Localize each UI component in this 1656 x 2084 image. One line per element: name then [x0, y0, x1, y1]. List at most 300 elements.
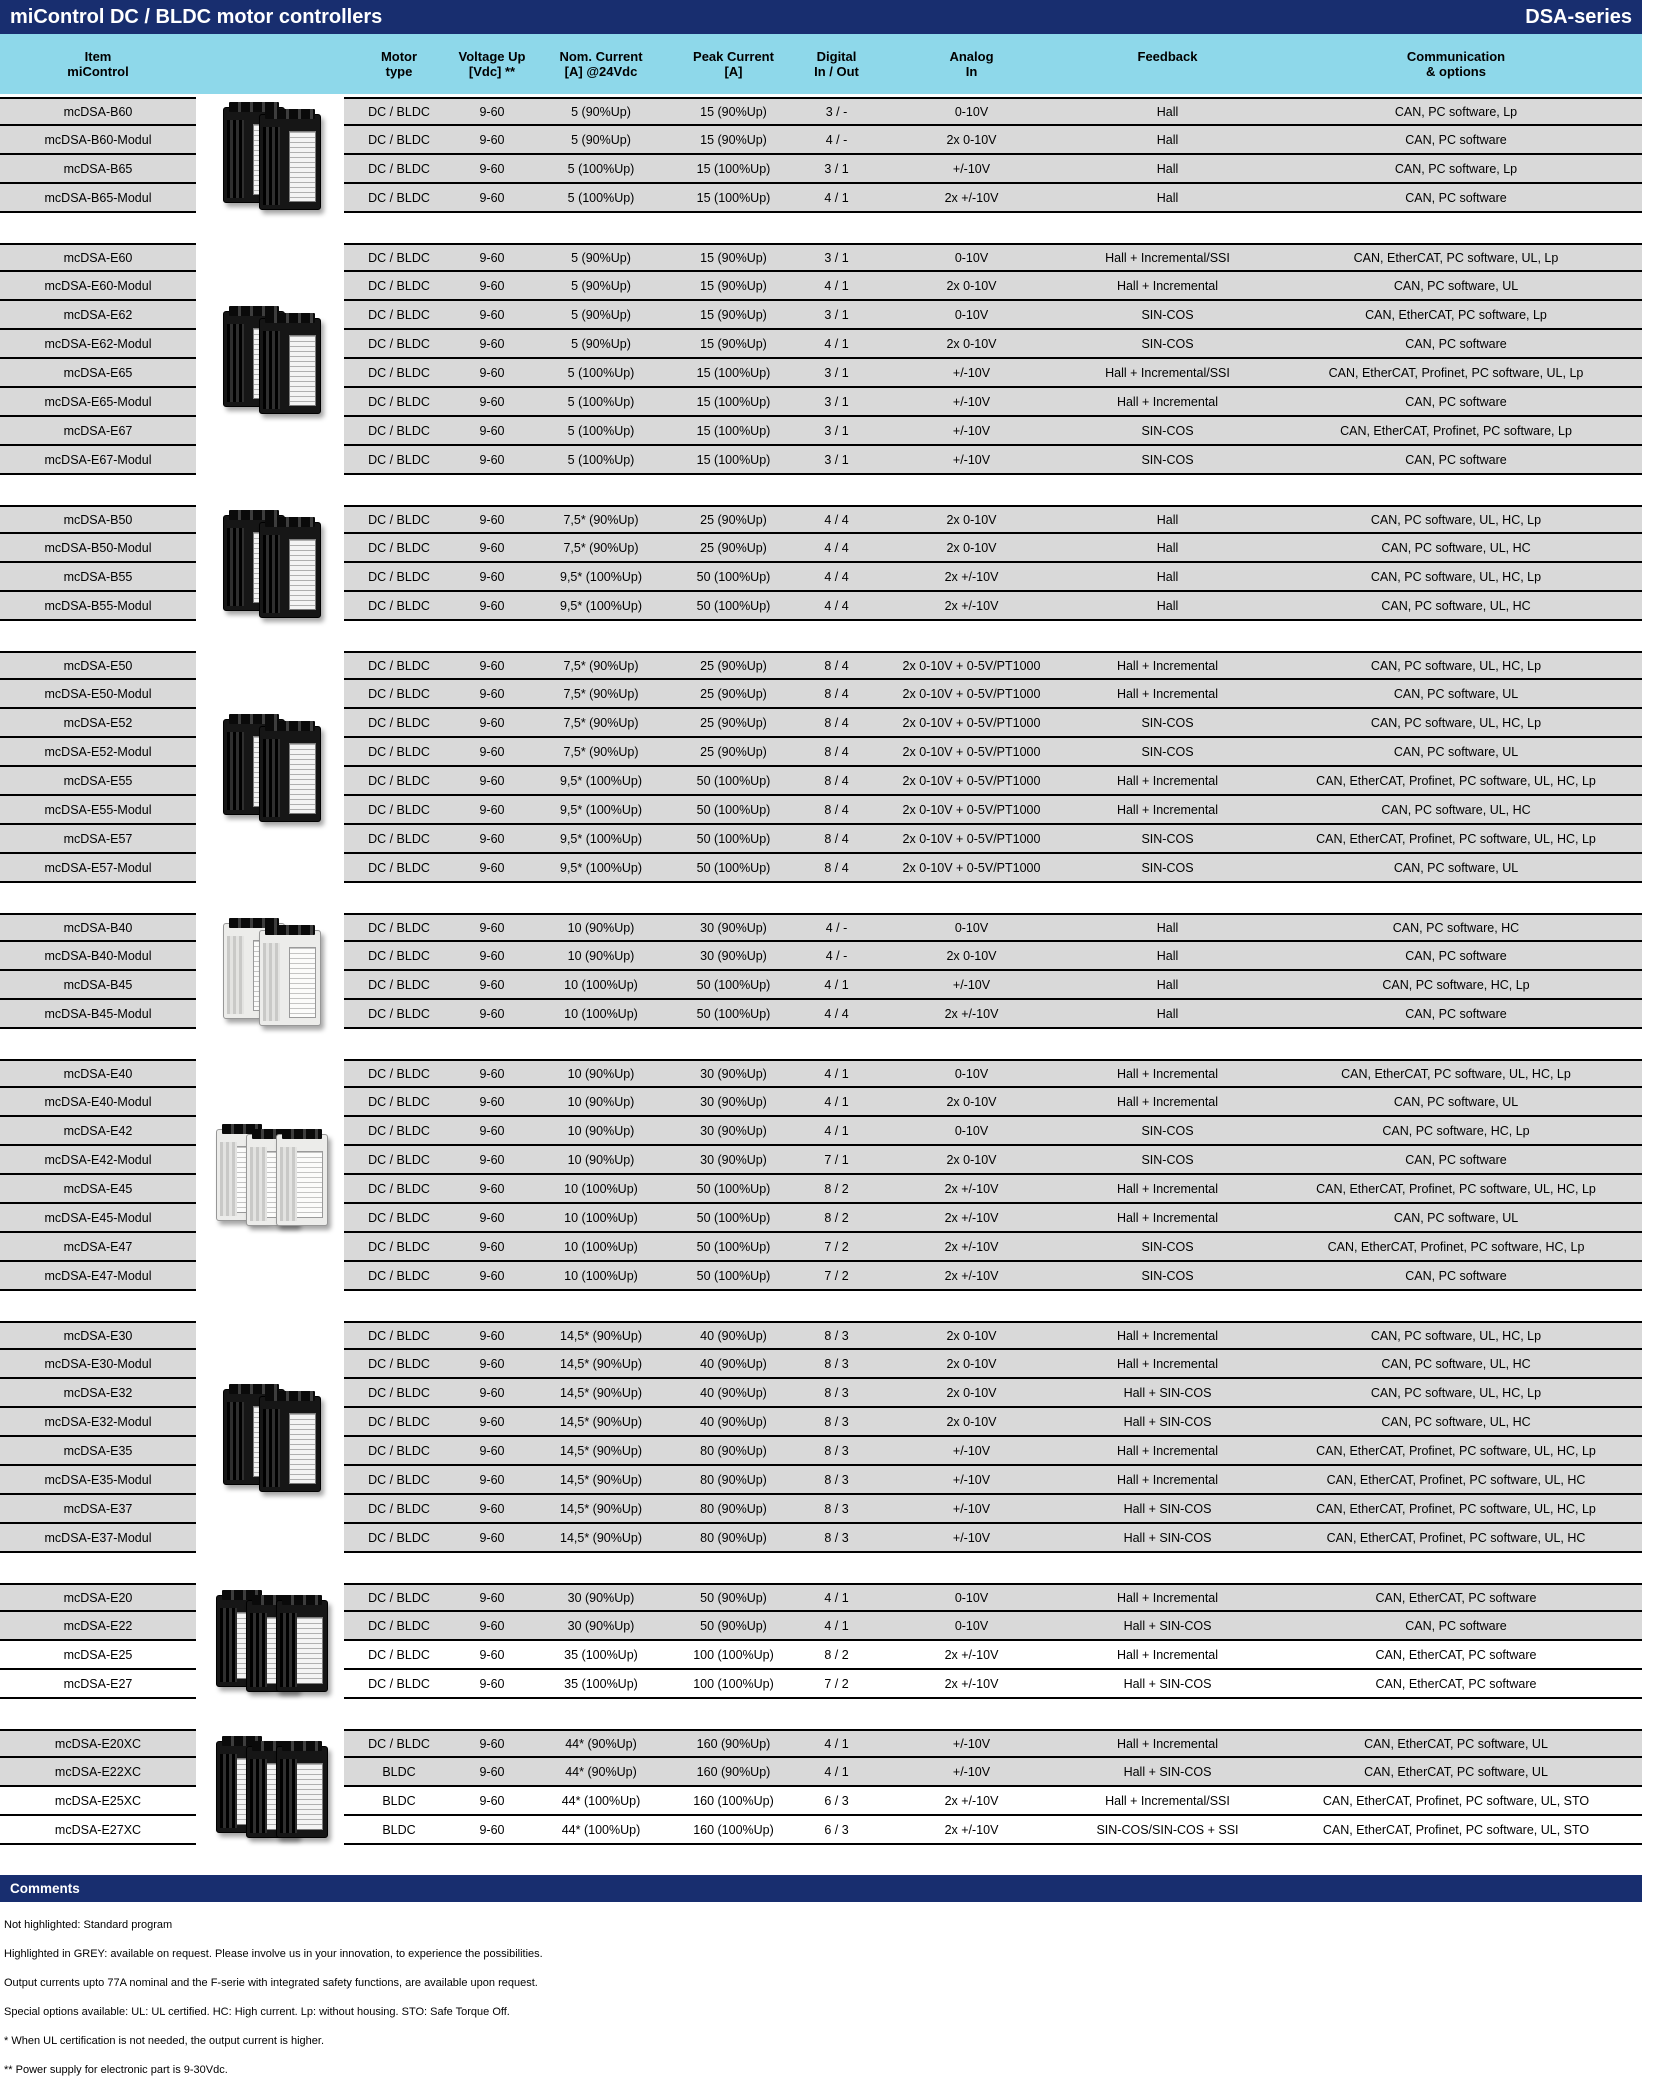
cell-analog: 2x +/-10V	[878, 184, 1065, 213]
table-row	[0, 417, 1642, 446]
cell-feedback: Hall + Incremental/SSI	[1065, 359, 1270, 388]
cell-analog: +/-10V	[878, 1524, 1065, 1553]
cell-digital: 4 / 1	[795, 1088, 878, 1117]
cell-feedback: Hall	[1065, 126, 1270, 155]
cell-voltage: 9-60	[454, 301, 530, 330]
cell-analog: 0-10V	[878, 243, 1065, 272]
cell-item: mcDSA-E50-Modul	[0, 680, 196, 709]
cell-peak: 50 (100%Up)	[672, 563, 795, 592]
cell-nom: 10 (90%Up)	[530, 1117, 672, 1146]
cell-digital: 4 / 1	[795, 1758, 878, 1787]
cell-item: mcDSA-E55	[0, 767, 196, 796]
cell-peak: 30 (90%Up)	[672, 913, 795, 942]
cell-feedback: Hall + Incremental/SSI	[1065, 243, 1270, 272]
cell-feedback: Hall + Incremental	[1065, 1583, 1270, 1612]
image-column-spacer	[196, 1495, 344, 1524]
cell-analog: +/-10V	[878, 971, 1065, 1000]
cell-item: mcDSA-B45-Modul	[0, 1000, 196, 1029]
cell-analog: +/-10V	[878, 359, 1065, 388]
cell-motor: BLDC	[344, 1787, 454, 1816]
cell-voltage: 9-60	[454, 155, 530, 184]
comment-line: * When UL certification is not needed, the output current is higher.	[4, 2034, 324, 2047]
cell-feedback: SIN-COS	[1065, 446, 1270, 475]
product-group	[0, 913, 1656, 1029]
cell-digital: 8 / 4	[795, 767, 878, 796]
image-column-spacer	[196, 1408, 344, 1437]
image-column-spacer	[196, 651, 344, 680]
cell-motor: DC / BLDC	[344, 1321, 454, 1350]
cell-item: mcDSA-E37-Modul	[0, 1524, 196, 1553]
image-column-spacer	[196, 680, 344, 709]
column-header	[530, 34, 672, 94]
cell-nom: 5 (90%Up)	[530, 330, 672, 359]
cell-peak: 30 (90%Up)	[672, 942, 795, 971]
column-header-line1: Peak Current	[693, 49, 774, 64]
image-column-spacer	[196, 1583, 344, 1612]
column-header-line1: Voltage Up	[458, 49, 526, 64]
cell-item: mcDSA-B65	[0, 155, 196, 184]
cell-voltage: 9-60	[454, 709, 530, 738]
image-column-spacer	[196, 563, 344, 592]
cell-nom: 9,5* (100%Up)	[530, 592, 672, 621]
table-row	[0, 1729, 1642, 1758]
image-column-spacer	[196, 1321, 344, 1350]
cell-comm: CAN, PC software, UL	[1270, 854, 1642, 883]
cell-analog: 0-10V	[878, 1612, 1065, 1641]
cell-peak: 50 (100%Up)	[672, 1262, 795, 1291]
cell-comm: CAN, PC software	[1270, 330, 1642, 359]
cell-feedback: Hall + Incremental	[1065, 1175, 1270, 1204]
cell-item: mcDSA-E65-Modul	[0, 388, 196, 417]
table-row	[0, 1495, 1642, 1524]
image-column-spacer	[196, 1000, 344, 1029]
cell-digital: 4 / 4	[795, 534, 878, 563]
cell-nom: 9,5* (100%Up)	[530, 796, 672, 825]
cell-comm: CAN, EtherCAT, PC software, UL	[1270, 1758, 1642, 1787]
image-column-spacer	[196, 1233, 344, 1262]
cell-digital: 8 / 2	[795, 1175, 878, 1204]
cell-voltage: 9-60	[454, 184, 530, 213]
image-column-spacer	[196, 942, 344, 971]
cell-feedback: Hall + Incremental	[1065, 1350, 1270, 1379]
cell-feedback: Hall	[1065, 184, 1270, 213]
cell-feedback: Hall + SIN-COS	[1065, 1758, 1270, 1787]
cell-nom: 5 (90%Up)	[530, 97, 672, 126]
cell-analog: 2x 0-10V + 0-5V/PT1000	[878, 738, 1065, 767]
cell-voltage: 9-60	[454, 1117, 530, 1146]
cell-comm: CAN, PC software, UL, HC	[1270, 534, 1642, 563]
cell-motor: BLDC	[344, 1758, 454, 1787]
cell-voltage: 9-60	[454, 359, 530, 388]
cell-comm: CAN, EtherCAT, Profinet, PC software, UL, HC, Lp	[1270, 767, 1642, 796]
cell-feedback: SIN-COS	[1065, 1146, 1270, 1175]
cell-digital: 8 / 4	[795, 738, 878, 767]
column-header-line2: In	[965, 64, 978, 79]
cell-motor: DC / BLDC	[344, 563, 454, 592]
cell-motor: DC / BLDC	[344, 417, 454, 446]
cell-voltage: 9-60	[454, 505, 530, 534]
cell-feedback: Hall	[1065, 505, 1270, 534]
cell-feedback: Hall + Incremental	[1065, 388, 1270, 417]
cell-item: mcDSA-E47-Modul	[0, 1262, 196, 1291]
cell-comm: CAN, PC software, UL, HC, Lp	[1270, 1379, 1642, 1408]
table-row	[0, 126, 1642, 155]
table-groups	[0, 97, 1656, 1845]
cell-feedback: Hall	[1065, 97, 1270, 126]
cell-comm: CAN, EtherCAT, PC software, UL, Lp	[1270, 243, 1642, 272]
cell-peak: 160 (100%Up)	[672, 1816, 795, 1845]
cell-feedback: SIN-COS	[1065, 709, 1270, 738]
cell-voltage: 9-60	[454, 1350, 530, 1379]
cell-analog: 2x 0-10V	[878, 126, 1065, 155]
image-column-spacer	[196, 709, 344, 738]
cell-digital: 8 / 3	[795, 1437, 878, 1466]
table-row	[0, 1350, 1642, 1379]
cell-analog: 2x +/-10V	[878, 563, 1065, 592]
column-header	[795, 34, 878, 94]
image-column-spacer	[196, 534, 344, 563]
table-row	[0, 97, 1642, 126]
cell-digital: 3 / 1	[795, 301, 878, 330]
cell-digital: 8 / 3	[795, 1350, 878, 1379]
cell-digital: 4 / -	[795, 942, 878, 971]
cell-peak: 50 (100%Up)	[672, 854, 795, 883]
cell-comm: CAN, PC software	[1270, 942, 1642, 971]
cell-analog: 2x 0-10V	[878, 1408, 1065, 1437]
cell-analog: 2x 0-10V + 0-5V/PT1000	[878, 680, 1065, 709]
cell-item: mcDSA-E67-Modul	[0, 446, 196, 475]
cell-analog: 0-10V	[878, 1117, 1065, 1146]
cell-comm: CAN, PC software, UL	[1270, 680, 1642, 709]
table-row	[0, 1379, 1642, 1408]
cell-item: mcDSA-E35-Modul	[0, 1466, 196, 1495]
cell-nom: 5 (100%Up)	[530, 359, 672, 388]
table-row	[0, 1670, 1642, 1699]
image-column-spacer	[196, 1350, 344, 1379]
table-row	[0, 854, 1642, 883]
cell-motor: DC / BLDC	[344, 825, 454, 854]
image-column-spacer	[196, 1787, 344, 1816]
cell-peak: 50 (100%Up)	[672, 1204, 795, 1233]
cell-peak: 30 (90%Up)	[672, 1088, 795, 1117]
cell-digital: 3 / 1	[795, 155, 878, 184]
cell-analog: +/-10V	[878, 446, 1065, 475]
table-row	[0, 1175, 1642, 1204]
cell-analog: 2x +/-10V	[878, 1816, 1065, 1845]
column-header	[878, 34, 1065, 94]
cell-peak: 25 (90%Up)	[672, 680, 795, 709]
column-header-line2: [Vdc] **	[468, 64, 516, 79]
cell-voltage: 9-60	[454, 913, 530, 942]
cell-nom: 10 (100%Up)	[530, 1233, 672, 1262]
cell-voltage: 9-60	[454, 825, 530, 854]
cell-peak: 50 (90%Up)	[672, 1612, 795, 1641]
cell-comm: CAN, EtherCAT, PC software	[1270, 1641, 1642, 1670]
cell-item: mcDSA-E20	[0, 1583, 196, 1612]
image-column-spacer	[196, 301, 344, 330]
image-column-spacer	[196, 330, 344, 359]
cell-analog: +/-10V	[878, 417, 1065, 446]
cell-nom: 5 (90%Up)	[530, 272, 672, 301]
column-header-line1: Communication	[1406, 49, 1506, 64]
cell-comm: CAN, PC software, UL, HC, Lp	[1270, 1321, 1642, 1350]
cell-voltage: 9-60	[454, 651, 530, 680]
table-row	[0, 1466, 1642, 1495]
cell-comm: CAN, EtherCAT, Profinet, PC software, UL, HC	[1270, 1524, 1642, 1553]
cell-nom: 5 (100%Up)	[530, 184, 672, 213]
cell-digital: 4 / 1	[795, 272, 878, 301]
cell-item: mcDSA-E32-Modul	[0, 1408, 196, 1437]
image-column-spacer	[196, 1379, 344, 1408]
column-header-line1: Analog	[949, 49, 994, 64]
cell-comm: CAN, PC software	[1270, 126, 1642, 155]
cell-feedback: Hall + Incremental	[1065, 1321, 1270, 1350]
cell-nom: 14,5* (90%Up)	[530, 1379, 672, 1408]
image-column-spacer	[196, 126, 344, 155]
cell-comm: CAN, EtherCAT, Profinet, PC software, UL, HC, Lp	[1270, 825, 1642, 854]
table-row	[0, 680, 1642, 709]
cell-motor: DC / BLDC	[344, 1204, 454, 1233]
cell-motor: DC / BLDC	[344, 97, 454, 126]
table-row	[0, 971, 1642, 1000]
table-row	[0, 388, 1642, 417]
cell-peak: 80 (90%Up)	[672, 1524, 795, 1553]
cell-feedback: Hall	[1065, 534, 1270, 563]
cell-item: mcDSA-E30-Modul	[0, 1350, 196, 1379]
cell-motor: DC / BLDC	[344, 1729, 454, 1758]
cell-feedback: Hall + Incremental	[1065, 1059, 1270, 1088]
cell-nom: 35 (100%Up)	[530, 1641, 672, 1670]
cell-item: mcDSA-E45-Modul	[0, 1204, 196, 1233]
cell-feedback: SIN-COS	[1065, 1117, 1270, 1146]
image-column-spacer	[196, 1117, 344, 1146]
cell-nom: 7,5* (90%Up)	[530, 534, 672, 563]
cell-voltage: 9-60	[454, 971, 530, 1000]
cell-voltage: 9-60	[454, 272, 530, 301]
table-row	[0, 709, 1642, 738]
cell-voltage: 9-60	[454, 563, 530, 592]
cell-digital: 8 / 2	[795, 1204, 878, 1233]
cell-voltage: 9-60	[454, 1816, 530, 1845]
cell-voltage: 9-60	[454, 1612, 530, 1641]
cell-feedback: Hall + Incremental	[1065, 1729, 1270, 1758]
cell-motor: DC / BLDC	[344, 767, 454, 796]
cell-nom: 9,5* (100%Up)	[530, 563, 672, 592]
column-header-line1: Motor	[380, 49, 418, 64]
product-group	[0, 505, 1656, 621]
cell-comm: CAN, PC software, UL	[1270, 1088, 1642, 1117]
cell-comm: CAN, EtherCAT, Profinet, PC software, UL, HC, Lp	[1270, 1175, 1642, 1204]
table-row	[0, 359, 1642, 388]
cell-comm: CAN, EtherCAT, PC software, UL	[1270, 1729, 1642, 1758]
cell-item: mcDSA-B55-Modul	[0, 592, 196, 621]
cell-analog: 2x +/-10V	[878, 1204, 1065, 1233]
cell-analog: 2x 0-10V	[878, 534, 1065, 563]
cell-item: mcDSA-E22XC	[0, 1758, 196, 1787]
cell-digital: 8 / 4	[795, 825, 878, 854]
cell-feedback: Hall + Incremental	[1065, 1641, 1270, 1670]
cell-feedback: Hall + SIN-COS	[1065, 1524, 1270, 1553]
cell-analog: 2x 0-10V + 0-5V/PT1000	[878, 825, 1065, 854]
cell-voltage: 9-60	[454, 1437, 530, 1466]
cell-voltage: 9-60	[454, 1379, 530, 1408]
cell-nom: 14,5* (90%Up)	[530, 1350, 672, 1379]
cell-voltage: 9-60	[454, 1321, 530, 1350]
comment-line: Output currents upto 77A nominal and the F-serie with integrated safety functions, are available upon request.	[4, 1976, 538, 1989]
comment-line: Highlighted in GREY: available on request. Please involve us in your innovation, to experience the possibilities.	[4, 1947, 543, 1960]
comment-line: ** Power supply for electronic part is 9-30Vdc.	[4, 2063, 228, 2076]
table-row	[0, 825, 1642, 854]
cell-peak: 80 (90%Up)	[672, 1495, 795, 1524]
cell-nom: 9,5* (100%Up)	[530, 767, 672, 796]
cell-feedback: SIN-COS	[1065, 825, 1270, 854]
cell-comm: CAN, PC software, UL, HC	[1270, 1408, 1642, 1437]
table-row	[0, 301, 1642, 330]
cell-motor: DC / BLDC	[344, 1146, 454, 1175]
column-header-line2: [A]	[724, 64, 743, 79]
cell-voltage: 9-60	[454, 1758, 530, 1787]
table-row	[0, 1583, 1642, 1612]
cell-feedback: Hall + Incremental	[1065, 796, 1270, 825]
cell-motor: DC / BLDC	[344, 1408, 454, 1437]
cell-nom: 30 (90%Up)	[530, 1612, 672, 1641]
cell-analog: 2x +/-10V	[878, 1000, 1065, 1029]
image-column-spacer	[196, 272, 344, 301]
cell-analog: +/-10V	[878, 1495, 1065, 1524]
cell-digital: 8 / 4	[795, 796, 878, 825]
cell-digital: 4 / 4	[795, 563, 878, 592]
cell-voltage: 9-60	[454, 1000, 530, 1029]
cell-nom: 44* (100%Up)	[530, 1787, 672, 1816]
cell-digital: 8 / 4	[795, 854, 878, 883]
cell-comm: CAN, PC software, UL, HC	[1270, 592, 1642, 621]
cell-comm: CAN, PC software, HC, Lp	[1270, 971, 1642, 1000]
cell-feedback: SIN-COS/SIN-COS + SSI	[1065, 1816, 1270, 1845]
cell-item: mcDSA-B50-Modul	[0, 534, 196, 563]
cell-feedback: Hall + Incremental	[1065, 1088, 1270, 1117]
cell-motor: DC / BLDC	[344, 1641, 454, 1670]
cell-motor: DC / BLDC	[344, 301, 454, 330]
cell-comm: CAN, EtherCAT, Profinet, PC software, UL, HC, Lp	[1270, 1437, 1642, 1466]
cell-peak: 160 (90%Up)	[672, 1758, 795, 1787]
cell-item: mcDSA-E40	[0, 1059, 196, 1088]
table-row	[0, 1641, 1642, 1670]
cell-peak: 25 (90%Up)	[672, 651, 795, 680]
cell-peak: 30 (90%Up)	[672, 1146, 795, 1175]
cell-voltage: 9-60	[454, 243, 530, 272]
cell-voltage: 9-60	[454, 534, 530, 563]
cell-motor: DC / BLDC	[344, 1350, 454, 1379]
cell-analog: 2x +/-10V	[878, 1787, 1065, 1816]
cell-feedback: Hall + Incremental/SSI	[1065, 1787, 1270, 1816]
cell-digital: 8 / 3	[795, 1466, 878, 1495]
cell-nom: 10 (90%Up)	[530, 1146, 672, 1175]
cell-motor: DC / BLDC	[344, 1117, 454, 1146]
cell-item: mcDSA-E45	[0, 1175, 196, 1204]
image-column-spacer	[196, 1437, 344, 1466]
cell-digital: 4 / 1	[795, 1612, 878, 1641]
cell-item: mcDSA-E60	[0, 243, 196, 272]
cell-comm: CAN, EtherCAT, Profinet, PC software, HC, Lp	[1270, 1233, 1642, 1262]
cell-feedback: Hall + SIN-COS	[1065, 1495, 1270, 1524]
cell-analog: 2x 0-10V	[878, 942, 1065, 971]
cell-peak: 50 (100%Up)	[672, 796, 795, 825]
cell-feedback: Hall + SIN-COS	[1065, 1379, 1270, 1408]
cell-digital: 4 / 4	[795, 505, 878, 534]
cell-peak: 15 (100%Up)	[672, 446, 795, 475]
cell-voltage: 9-60	[454, 680, 530, 709]
cell-item: mcDSA-E35	[0, 1437, 196, 1466]
cell-nom: 5 (90%Up)	[530, 126, 672, 155]
cell-feedback: SIN-COS	[1065, 417, 1270, 446]
cell-motor: DC / BLDC	[344, 446, 454, 475]
cell-digital: 4 / -	[795, 913, 878, 942]
cell-peak: 50 (100%Up)	[672, 1175, 795, 1204]
table-row	[0, 1758, 1642, 1787]
image-column-spacer	[196, 1641, 344, 1670]
cell-nom: 5 (100%Up)	[530, 446, 672, 475]
cell-nom: 14,5* (90%Up)	[530, 1524, 672, 1553]
cell-digital: 8 / 3	[795, 1524, 878, 1553]
column-header-line1: Digital	[816, 49, 857, 64]
column-header-line2: [A] @24Vdc	[564, 64, 638, 79]
cell-voltage: 9-60	[454, 1670, 530, 1699]
image-column-spacer	[196, 1204, 344, 1233]
cell-item: mcDSA-E40-Modul	[0, 1088, 196, 1117]
image-column-spacer	[196, 1088, 344, 1117]
table-row	[0, 738, 1642, 767]
image-column-spacer	[196, 1175, 344, 1204]
image-column-spacer	[196, 1524, 344, 1553]
cell-analog: 2x 0-10V	[878, 272, 1065, 301]
product-group	[0, 97, 1656, 213]
cell-comm: CAN, PC software, Lp	[1270, 97, 1642, 126]
image-column-spacer	[196, 1816, 344, 1845]
cell-motor: DC / BLDC	[344, 1262, 454, 1291]
cell-peak: 50 (100%Up)	[672, 1233, 795, 1262]
cell-analog: 0-10V	[878, 301, 1065, 330]
table-row	[0, 1146, 1642, 1175]
cell-comm: CAN, EtherCAT, Profinet, PC software, UL, HC, Lp	[1270, 1495, 1642, 1524]
cell-digital: 4 / 1	[795, 330, 878, 359]
image-column-spacer	[196, 1758, 344, 1787]
cell-analog: 2x 0-10V	[878, 1088, 1065, 1117]
table-row	[0, 505, 1642, 534]
cell-analog: +/-10V	[878, 1758, 1065, 1787]
cell-analog: 2x 0-10V	[878, 330, 1065, 359]
cell-nom: 5 (90%Up)	[530, 243, 672, 272]
column-header	[344, 34, 454, 94]
table-row	[0, 155, 1642, 184]
cell-peak: 15 (100%Up)	[672, 388, 795, 417]
column-header	[1065, 34, 1270, 94]
cell-feedback: Hall	[1065, 592, 1270, 621]
cell-item: mcDSA-E20XC	[0, 1729, 196, 1758]
cell-digital: 3 / 1	[795, 417, 878, 446]
cell-digital: 4 / 1	[795, 184, 878, 213]
image-column-spacer	[196, 184, 344, 213]
cell-nom: 10 (90%Up)	[530, 942, 672, 971]
cell-digital: 3 / 1	[795, 446, 878, 475]
cell-voltage: 9-60	[454, 1787, 530, 1816]
table-row	[0, 1204, 1642, 1233]
cell-motor: DC / BLDC	[344, 1175, 454, 1204]
cell-peak: 40 (90%Up)	[672, 1321, 795, 1350]
cell-motor: DC / BLDC	[344, 359, 454, 388]
comment-line: Not highlighted: Standard program	[4, 1918, 173, 1931]
cell-feedback: Hall + Incremental	[1065, 272, 1270, 301]
cell-voltage: 9-60	[454, 738, 530, 767]
